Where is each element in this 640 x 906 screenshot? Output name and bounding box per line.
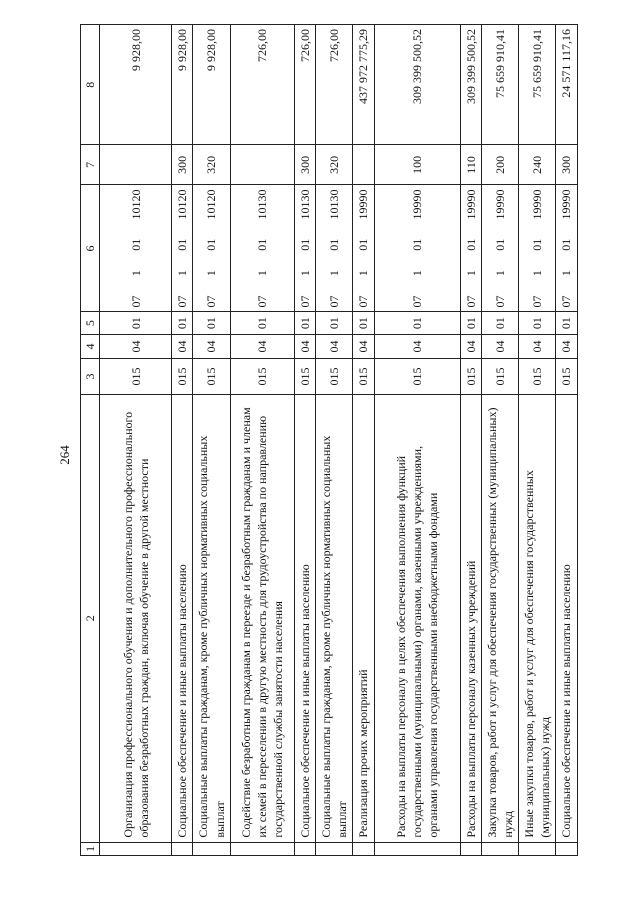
section-code: 04 bbox=[230, 334, 294, 359]
row-num-cell bbox=[193, 842, 230, 855]
ministry-code: 015 bbox=[172, 359, 193, 395]
amount: 309 399 500,52 bbox=[374, 25, 460, 145]
section-code: 04 bbox=[193, 334, 230, 359]
target-article-part: 07 bbox=[492, 295, 507, 308]
target-article-part: 1 bbox=[559, 270, 574, 277]
target-article-parts bbox=[128, 189, 144, 307]
row-num-cell bbox=[294, 842, 315, 855]
target-article-part: 07 bbox=[559, 295, 574, 308]
amount: 437 972 775,29 bbox=[353, 25, 374, 145]
table-row bbox=[230, 25, 294, 856]
table-row bbox=[172, 25, 193, 856]
row-num-cell bbox=[315, 842, 352, 855]
budget-table bbox=[80, 24, 578, 856]
item-name: Социальное обеспечение и иные выплаты населению bbox=[556, 394, 577, 842]
target-article-part: 19990 bbox=[492, 189, 507, 220]
target-article-part: 01 bbox=[463, 238, 478, 251]
table-row bbox=[315, 25, 352, 856]
target-article-part: 1 bbox=[409, 270, 424, 277]
expense-type-code: 240 bbox=[519, 145, 556, 185]
target-article-part: 19990 bbox=[463, 189, 478, 220]
section-code: 04 bbox=[556, 334, 577, 359]
section-code: 04 bbox=[172, 334, 193, 359]
target-article-parts bbox=[463, 189, 479, 307]
target-article-part: 1 bbox=[356, 270, 371, 277]
target-article-part: 07 bbox=[204, 295, 219, 308]
target-article-part: 1 bbox=[492, 270, 507, 277]
amount: 75 659 910,41 bbox=[519, 25, 556, 145]
target-article-code bbox=[172, 185, 193, 312]
target-article-part: 07 bbox=[356, 295, 371, 308]
item-name: Иные закупки товаров, работ и услуг для обеспечения государственных (муниципальных) нужд bbox=[519, 394, 556, 842]
ministry-code: 015 bbox=[100, 359, 172, 395]
target-article-parts bbox=[326, 189, 342, 307]
rotated-content bbox=[80, 24, 622, 856]
target-article-part: 07 bbox=[255, 295, 270, 308]
target-article-part: 1 bbox=[255, 270, 270, 277]
section-code: 04 bbox=[374, 334, 460, 359]
ministry-code: 015 bbox=[193, 359, 230, 395]
amount: 726,00 bbox=[230, 25, 294, 145]
header-col-3: 3 bbox=[81, 359, 100, 395]
item-name: Закупка товаров, работ и услуг для обеспечения государственных (муниципальных) нужд bbox=[481, 394, 518, 842]
ministry-code: 015 bbox=[353, 359, 374, 395]
row-num-cell bbox=[556, 842, 577, 855]
expense-type-code: 300 bbox=[294, 145, 315, 185]
target-article-part: 1 bbox=[530, 270, 545, 277]
header-col-1: 1 bbox=[81, 842, 100, 855]
target-article-code bbox=[519, 185, 556, 312]
target-article-code bbox=[100, 185, 172, 312]
row-num-cell bbox=[460, 842, 481, 855]
target-article-parts bbox=[174, 189, 190, 307]
target-article-part: 01 bbox=[297, 238, 312, 251]
item-name: Расходы на выплаты персоналу в целях обеспечения выполнения функций государственными (муниципальными) органами, казенными учреждениями, органами управления государственными внебюджетными фондами bbox=[374, 394, 460, 842]
amount: 75 659 910,41 bbox=[481, 25, 518, 145]
target-article-part: 10130 bbox=[327, 189, 342, 220]
target-article-part: 01 bbox=[255, 238, 270, 251]
target-article-part: 1 bbox=[175, 270, 190, 277]
target-article-parts bbox=[492, 189, 508, 307]
target-article-code bbox=[193, 185, 230, 312]
target-article-part: 10130 bbox=[297, 189, 312, 220]
subsection-code: 01 bbox=[556, 312, 577, 334]
subsection-code: 01 bbox=[230, 312, 294, 334]
ministry-code: 015 bbox=[556, 359, 577, 395]
item-name: Содействие безработным гражданам в переезде и безработным гражданам и членам их семей в переселении в другую местность для трудоустройства по направлению государственной службы занятости населения bbox=[230, 394, 294, 842]
expense-type-code: 300 bbox=[172, 145, 193, 185]
target-article-code bbox=[315, 185, 352, 312]
row-num-cell bbox=[481, 842, 518, 855]
target-article-part: 19990 bbox=[530, 189, 545, 220]
subsection-code: 01 bbox=[193, 312, 230, 334]
target-article-part: 19990 bbox=[559, 189, 574, 220]
expense-type-code bbox=[353, 145, 374, 185]
target-article-part: 1 bbox=[463, 270, 478, 277]
amount: 24 571 117,16 bbox=[556, 25, 577, 145]
item-name: Реализация прочих мероприятий bbox=[353, 394, 374, 842]
target-article-code bbox=[556, 185, 577, 312]
ministry-code: 015 bbox=[481, 359, 518, 395]
target-article-parts bbox=[254, 189, 270, 307]
header-row bbox=[81, 25, 100, 856]
header-col-2: 2 bbox=[81, 394, 100, 842]
target-article-part: 07 bbox=[463, 295, 478, 308]
target-article-part: 1 bbox=[327, 270, 342, 277]
header-col-6: 6 bbox=[81, 185, 100, 312]
expense-type-code: 300 bbox=[556, 145, 577, 185]
expense-type-code: 110 bbox=[460, 145, 481, 185]
section-code: 04 bbox=[481, 334, 518, 359]
target-article-part: 07 bbox=[297, 295, 312, 308]
ministry-code: 015 bbox=[460, 359, 481, 395]
ministry-code: 015 bbox=[294, 359, 315, 395]
subsection-code: 01 bbox=[100, 312, 172, 334]
target-article-code bbox=[230, 185, 294, 312]
table-row bbox=[519, 25, 556, 856]
target-article-part: 01 bbox=[175, 238, 190, 251]
row-num-cell bbox=[230, 842, 294, 855]
expense-type-code: 320 bbox=[315, 145, 352, 185]
rotated-page bbox=[80, 24, 622, 856]
target-article-part: 01 bbox=[559, 238, 574, 251]
table-row bbox=[193, 25, 230, 856]
row-num-cell bbox=[374, 842, 460, 855]
section-code: 04 bbox=[100, 334, 172, 359]
target-article-parts bbox=[409, 189, 425, 307]
amount: 9 928,00 bbox=[193, 25, 230, 145]
target-article-part: 1 bbox=[128, 270, 143, 277]
subsection-code: 01 bbox=[519, 312, 556, 334]
table-row bbox=[460, 25, 481, 856]
ministry-code: 015 bbox=[519, 359, 556, 395]
ministry-code: 015 bbox=[374, 359, 460, 395]
table-row bbox=[374, 25, 460, 856]
target-article-part: 01 bbox=[327, 238, 342, 251]
target-article-parts bbox=[558, 189, 574, 307]
target-article-part: 19990 bbox=[356, 189, 371, 220]
expense-type-code: 200 bbox=[481, 145, 518, 185]
subsection-code: 01 bbox=[374, 312, 460, 334]
expense-type-code bbox=[230, 145, 294, 185]
target-article-part: 01 bbox=[128, 238, 143, 251]
section-code: 04 bbox=[519, 334, 556, 359]
section-code: 04 bbox=[353, 334, 374, 359]
amount: 726,00 bbox=[315, 25, 352, 145]
table-row bbox=[353, 25, 374, 856]
header-col-8: 8 bbox=[81, 25, 100, 145]
target-article-part: 07 bbox=[409, 295, 424, 308]
target-article-part: 01 bbox=[492, 238, 507, 251]
target-article-part: 1 bbox=[297, 270, 312, 277]
expense-type-code: 100 bbox=[374, 145, 460, 185]
target-article-part: 07 bbox=[327, 295, 342, 308]
target-article-code bbox=[294, 185, 315, 312]
row-num-cell bbox=[519, 842, 556, 855]
item-name: Расходы на выплаты персоналу казенных учреждений bbox=[460, 394, 481, 842]
item-name: Социальное обеспечение и иные выплаты населению bbox=[172, 394, 193, 842]
header-col-4: 4 bbox=[81, 334, 100, 359]
expense-type-code: 320 bbox=[193, 145, 230, 185]
subsection-code: 01 bbox=[294, 312, 315, 334]
target-article-part: 10130 bbox=[255, 189, 270, 220]
header-col-5: 5 bbox=[81, 312, 100, 334]
subsection-code: 01 bbox=[481, 312, 518, 334]
item-name: Организация профессионального обучения и дополнительного профессионального образования безработных граждан, включая обучение в другой местности bbox=[100, 394, 172, 842]
target-article-code bbox=[481, 185, 518, 312]
target-article-part: 01 bbox=[356, 238, 371, 251]
target-article-code bbox=[460, 185, 481, 312]
row-num-cell bbox=[100, 842, 172, 855]
amount: 309 399 500,52 bbox=[460, 25, 481, 145]
target-article-part: 10120 bbox=[204, 189, 219, 220]
header-col-7: 7 bbox=[81, 145, 100, 185]
subsection-code: 01 bbox=[353, 312, 374, 334]
target-article-parts bbox=[355, 189, 371, 307]
target-article-part: 01 bbox=[204, 238, 219, 251]
target-article-part: 10120 bbox=[128, 189, 143, 220]
table-row bbox=[481, 25, 518, 856]
expense-type-code bbox=[100, 145, 172, 185]
page-number: 264 bbox=[57, 445, 72, 465]
target-article-part: 01 bbox=[530, 238, 545, 251]
target-article-parts bbox=[203, 189, 219, 307]
ministry-code: 015 bbox=[315, 359, 352, 395]
target-article-part: 07 bbox=[530, 295, 545, 308]
amount: 9 928,00 bbox=[100, 25, 172, 145]
target-article-part: 07 bbox=[175, 295, 190, 308]
target-article-part: 19990 bbox=[409, 189, 424, 220]
item-name: Социальные выплаты гражданам, кроме публичных нормативных социальных выплат bbox=[315, 394, 352, 842]
subsection-code: 01 bbox=[172, 312, 193, 334]
target-article-part: 01 bbox=[409, 238, 424, 251]
subsection-code: 01 bbox=[315, 312, 352, 334]
target-article-part: 1 bbox=[204, 270, 219, 277]
target-article-part: 10120 bbox=[175, 189, 190, 220]
row-num-cell bbox=[353, 842, 374, 855]
section-code: 04 bbox=[315, 334, 352, 359]
table-row bbox=[100, 25, 172, 856]
amount: 9 928,00 bbox=[172, 25, 193, 145]
target-article-parts bbox=[297, 189, 313, 307]
target-article-part: 07 bbox=[128, 295, 143, 308]
subsection-code: 01 bbox=[460, 312, 481, 334]
row-num-cell bbox=[172, 842, 193, 855]
item-name: Социальные выплаты гражданам, кроме публичных нормативных социальных выплат bbox=[193, 394, 230, 842]
amount: 726,00 bbox=[294, 25, 315, 145]
section-code: 04 bbox=[460, 334, 481, 359]
section-code: 04 bbox=[294, 334, 315, 359]
item-name: Социальное обеспечение и иные выплаты населению bbox=[294, 394, 315, 842]
table-row bbox=[556, 25, 577, 856]
ministry-code: 015 bbox=[230, 359, 294, 395]
target-article-parts bbox=[529, 189, 545, 307]
target-article-code bbox=[374, 185, 460, 312]
table-row bbox=[294, 25, 315, 856]
target-article-code bbox=[353, 185, 374, 312]
